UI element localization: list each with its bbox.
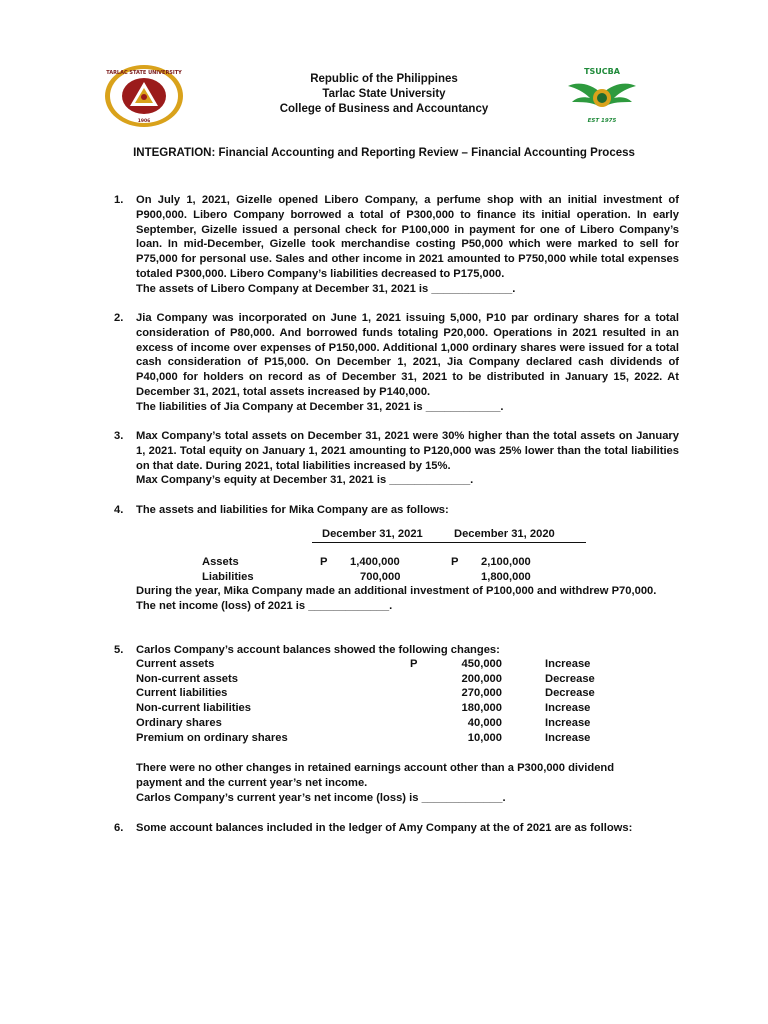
amount: 10,000 (467, 732, 502, 744)
carlos-row (136, 702, 636, 717)
question-1 (114, 193, 679, 297)
question-text: There were no other changes in retained earnings account other than a P300,000 dividend payment and the current year’s net income. (136, 762, 615, 789)
header-line-1: Republic of the Philippines (310, 73, 458, 85)
question-prompt: Carlos Company’s current year’s net income (loss) is _____________. (136, 791, 506, 804)
account-name: Ordinary shares (136, 717, 222, 729)
question-text: Max Company’s total assets on December 31, 2021 were 30% higher than the total assets on January 1, 2021. Total equity on January 1, 2021 amounting to P120,000 was 25% lower than the total liabilities on that date. During 2021, total liabilities increased by 15%. (136, 430, 679, 472)
question-intro: Carlos Company’s account balances showed the following changes: (136, 644, 500, 656)
question-text: Some account balances included in the ledger of Amy Company at the of 2021 are as follows: (136, 822, 633, 834)
carlos-row (136, 732, 636, 747)
header-line-2: Tarlac State University (322, 88, 446, 100)
question-prompt: Max Company’s equity at December 31, 2021 is _____________. (136, 474, 474, 487)
change: Decrease (545, 687, 595, 699)
change: Increase (545, 702, 591, 714)
question-5-text (114, 761, 679, 805)
amount: 450,000 (461, 658, 502, 670)
cba-logo-year: EST 1975 (587, 118, 617, 124)
peso-sign: P (451, 556, 459, 568)
account-name: Current assets (136, 658, 215, 670)
seal-text: TARLAC STATE UNIVERSITY (106, 70, 182, 76)
letterhead (200, 72, 568, 117)
account-name: Premium on ordinary shares (136, 732, 288, 744)
question-number: 6. (114, 822, 124, 834)
change: Increase (545, 732, 591, 744)
seal-year: 1906 (137, 119, 151, 124)
question-prompt: The assets of Libero Company at December 31, 2021 is _____________. (136, 282, 516, 295)
header-line-3: College of Business and Accountancy (279, 103, 489, 115)
carlos-row (136, 658, 636, 673)
cba-logo-text: TSUCBA (584, 67, 620, 76)
question-5 (114, 643, 679, 658)
question-4 (114, 503, 679, 518)
account-name: Current liabilities (136, 687, 228, 699)
document-title: INTEGRATION: Financial Accounting and Reporting Review – Financial Accounting Process (133, 147, 635, 159)
account-name: Non-current liabilities (136, 702, 251, 714)
amount: 180,000 (461, 702, 502, 714)
change: Increase (545, 658, 591, 670)
amount: 270,000 (461, 687, 502, 699)
amount: 200,000 (461, 673, 502, 685)
question-4-text (114, 584, 679, 614)
question-text: On July 1, 2021, Gizelle opened Libero Company, a perfume shop with an initial investment of P900,000. Libero Company borrowed a total of P300,000 to finance its initial operation. In early September, Gizelle issued a personal check for P100,000 in payment for one of Libero Company’s loan. In mid-December, Gizelle took merchandise costing P50,000 which were marked to sell for P75,000 for personal use. Sales and other income in 2021 amounted to P750,000 while total expenses totaled P300,000. Libero Company’s liabilities decreased to P175,000. (136, 194, 679, 280)
peso-sign: P (410, 658, 418, 670)
question-number: 2. (114, 312, 124, 324)
question-2 (114, 311, 679, 415)
carlos-row (136, 717, 636, 732)
peso-sign: P (320, 556, 328, 568)
question-prompt: The net income (loss) of 2021 is _____________. (136, 599, 393, 612)
mika-row-assets (202, 556, 582, 571)
account-name: Non-current assets (136, 673, 238, 685)
cba-logo (566, 64, 638, 128)
question-number: 5. (114, 644, 124, 656)
question-3 (114, 429, 679, 488)
value-2020: 2,100,000 (481, 556, 531, 568)
tsu-seal-logo (104, 64, 184, 128)
question-number: 3. (114, 430, 124, 442)
value-2021: 700,000 (360, 571, 401, 583)
change: Increase (545, 717, 591, 729)
col-header-2020: December 31, 2020 (454, 528, 555, 540)
row-label: Assets (202, 556, 239, 568)
amount: 40,000 (467, 717, 502, 729)
row-label: Liabilities (202, 571, 254, 583)
question-text: Jia Company was incorporated on June 1, 2021 issuing 5,000, P10 par ordinary shares for a total consideration of P80,000. And borrowed funds totaling P20,000. Operations in 2021 resulted in an excess of income over expenses of P150,000. Additional 1,000 ordinary shares were issued for a total cash consideration of P15,000. On December 1, 2021, Jia Company declared cash dividends of P40,000 for holders on record as of December 31, 2021 to be distributed in January 15, 2022. At December 31, 2021, total assets increased by P140,000. (136, 312, 679, 398)
question-number: 1. (114, 194, 124, 206)
value-2020: 1,800,000 (481, 571, 531, 583)
question-intro: The assets and liabilities for Mika Company are as follows: (136, 504, 449, 516)
col-header-2021: December 31, 2021 (322, 528, 423, 540)
carlos-row (136, 673, 636, 688)
question-text: During the year, Mika Company made an additional investment of P100,000 and withdrew P70,000. (136, 585, 657, 597)
question-number: 4. (114, 504, 124, 516)
mika-table-header (312, 528, 586, 543)
change: Decrease (545, 673, 595, 685)
question-prompt: The liabilities of Jia Company at December 31, 2021 is ____________. (136, 400, 504, 413)
question-6 (114, 821, 679, 836)
carlos-row (136, 687, 636, 702)
value-2021: 1,400,000 (350, 556, 400, 568)
